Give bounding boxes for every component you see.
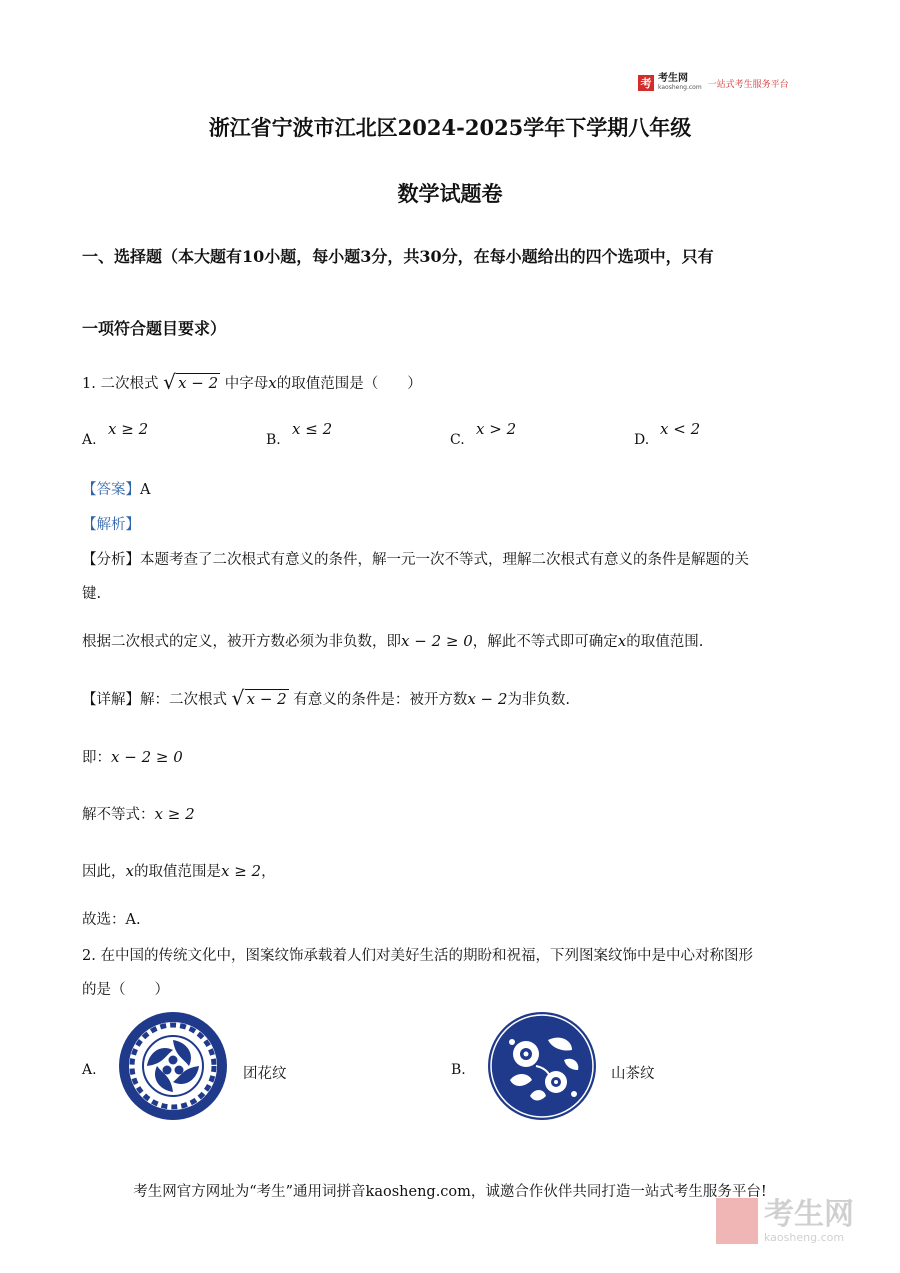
conclusion-line: 因此，x的取值范围是x ≥ 2， xyxy=(82,862,276,880)
pattern-dot-1 xyxy=(169,1056,178,1065)
watermark-domain: kaosheng.com xyxy=(764,1230,845,1244)
sqrt-expression: √ x − 2 xyxy=(163,370,219,394)
question-number: 2. xyxy=(82,948,96,964)
option-d-expr[interactable]: x < 2 xyxy=(660,420,701,438)
pattern-dot-2 xyxy=(163,1066,172,1075)
question-1: 1. 二次根式 √ x − 2 中字母x的取值范围是（ ） xyxy=(82,370,422,394)
answer-value: A xyxy=(140,482,151,498)
pattern-dot-3 xyxy=(175,1066,184,1075)
header-logo xyxy=(638,72,789,94)
q2-option-a-letter: A. xyxy=(82,1062,97,1078)
page-footer: 考生网官方网址为“考生”通用词拼音kaosheng.com，诚邀合作伙伴共同打造一站式考生服务平台! xyxy=(133,1184,767,1200)
analysis-text-line2: 键. xyxy=(82,586,102,602)
choice-line: 故选：A. xyxy=(82,912,141,928)
logo-domain: kaosheng.com xyxy=(658,84,702,91)
analysis-label: 【解析】 xyxy=(82,517,140,533)
question-number: 1. xyxy=(82,376,96,392)
pattern-background xyxy=(488,1012,596,1120)
definition-line: 根据二次根式的定义，被开方数必须为非负数，即x − 2 ≥ 0，解此不等式即可确定x的取值范围. xyxy=(82,632,704,650)
radical-sign-icon: √ xyxy=(231,686,245,710)
logo-mark: 考 xyxy=(638,75,654,91)
solve-line: 解不等式：x ≥ 2 xyxy=(82,805,195,823)
logo-name: 考生网 xyxy=(658,73,688,84)
tuanhua-pattern-image[interactable] xyxy=(117,1010,229,1122)
ji-line: 即：x − 2 ≥ 0 xyxy=(82,748,183,766)
q1-options xyxy=(82,420,822,450)
logo-slogan: 一站式考生服务平台 xyxy=(707,79,789,90)
detail-line: 【详解】解：二次根式 √ x − 2 有意义的条件是：被开方数x − 2为非负数. xyxy=(82,686,571,710)
watermark-logo xyxy=(716,1198,854,1244)
answer-label: 【答案】 xyxy=(82,482,140,498)
page-subtitle: 数学试题卷 xyxy=(397,181,503,206)
analysis-text-line1: 【分析】本题考查了二次根式有意义的条件，解一元一次不等式，理解二次根式有意义的条件是解题的关 xyxy=(82,552,749,568)
q2-option-b-caption: 山茶纹 xyxy=(611,1066,655,1082)
bud-2 xyxy=(571,1091,577,1097)
q2-option-b-letter: B. xyxy=(451,1062,466,1078)
shancha-pattern-image[interactable] xyxy=(486,1010,598,1122)
option-c-expr[interactable]: x > 2 xyxy=(476,420,517,438)
camellia-flower-large xyxy=(513,1041,539,1067)
bud-1 xyxy=(509,1039,515,1045)
watermark-logo-mark xyxy=(716,1198,758,1244)
option-d-letter: D. xyxy=(634,432,650,448)
option-b-expr[interactable]: x ≤ 2 xyxy=(292,420,333,438)
question-text-pre: 二次根式 xyxy=(100,376,159,392)
page-title: 浙江省宁波市江北区2024-2025学年下学期八年级 xyxy=(208,115,692,140)
sqrt-expression-detail: √ x − 2 xyxy=(231,686,287,710)
option-c-letter: C. xyxy=(450,432,465,448)
radical-sign-icon: √ xyxy=(163,370,176,394)
question-2: 2. 在中国的传统文化中，图案纹饰承载着人们对美好生活的期盼和祝福，下列图案纹饰中是中心对称图形 xyxy=(82,948,753,964)
watermark-name: 考生网 xyxy=(764,1196,854,1232)
section-heading-line2: 一项符合题目要求） xyxy=(82,319,227,338)
question-2-line2: 的是（ ） xyxy=(82,982,169,998)
option-a-expr[interactable]: x ≥ 2 xyxy=(108,420,149,438)
option-b-letter: B. xyxy=(266,432,281,448)
option-a-letter: A. xyxy=(82,432,97,448)
q2-option-a-caption: 团花纹 xyxy=(243,1066,287,1082)
section-heading-line1: 一、选择题（本大题有10小题，每小题3分，共30分，在每小题给出的四个选项中，只有 xyxy=(82,247,714,266)
answer-line xyxy=(82,478,150,499)
